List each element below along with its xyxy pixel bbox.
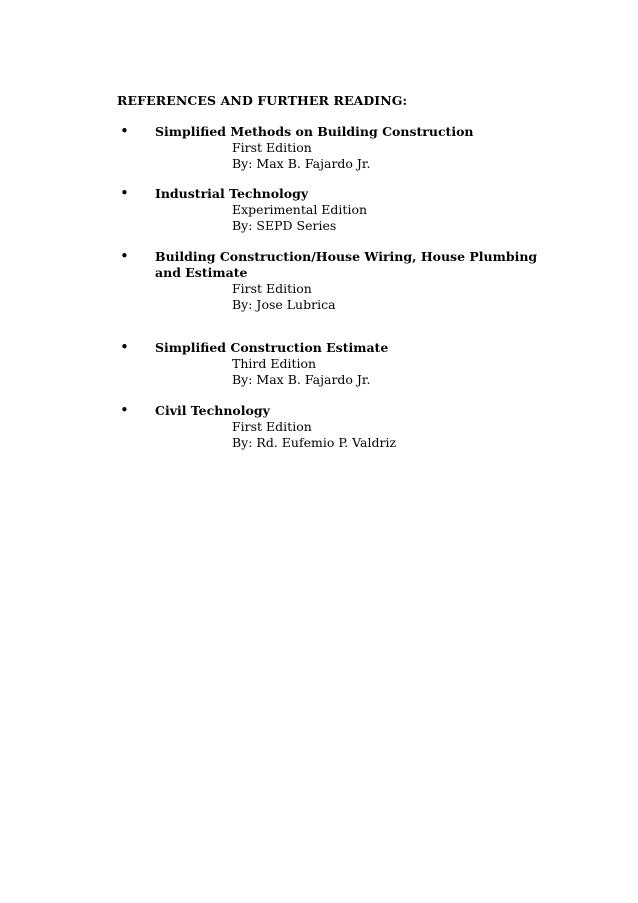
- reference-title: Civil Technology: [155, 403, 270, 418]
- reference-edition: First Edition: [232, 140, 312, 155]
- reference-item: [120, 186, 560, 233]
- reference-title: Building Construction/House Wiring, House Plumbing and Estimate: [155, 249, 538, 280]
- reference-item: [120, 340, 560, 387]
- bullet-icon: •: [120, 338, 129, 356]
- reference-item: [120, 403, 560, 450]
- bullet-icon: •: [120, 184, 129, 202]
- reference-edition: First Edition: [232, 281, 312, 296]
- reference-edition: Experimental Edition: [232, 202, 368, 217]
- section-heading: REFERENCES AND FURTHER READING:: [117, 93, 408, 108]
- reference-author: By: SEPD Series: [232, 217, 337, 233]
- reference-item: [120, 124, 560, 171]
- bullet-icon: •: [120, 247, 129, 265]
- bullet-icon: •: [120, 122, 129, 140]
- bullet-icon: •: [120, 401, 129, 419]
- reference-author: By: Max B. Fajardo Jr.: [232, 155, 371, 171]
- reference-author: By: Jose Lubrica: [232, 296, 336, 312]
- reference-author: By: Rd. Eufemio P. Valdriz: [232, 434, 397, 450]
- reference-item: [120, 249, 560, 312]
- reference-title: Simplified Construction Estimate: [155, 340, 389, 355]
- reference-title: Industrial Technology: [155, 186, 309, 201]
- reference-title: Simplified Methods on Building Construction: [155, 124, 474, 139]
- reference-author: By: Max B. Fajardo Jr.: [232, 371, 371, 387]
- reference-edition: Third Edition: [232, 356, 317, 371]
- reference-edition: First Edition: [232, 419, 312, 434]
